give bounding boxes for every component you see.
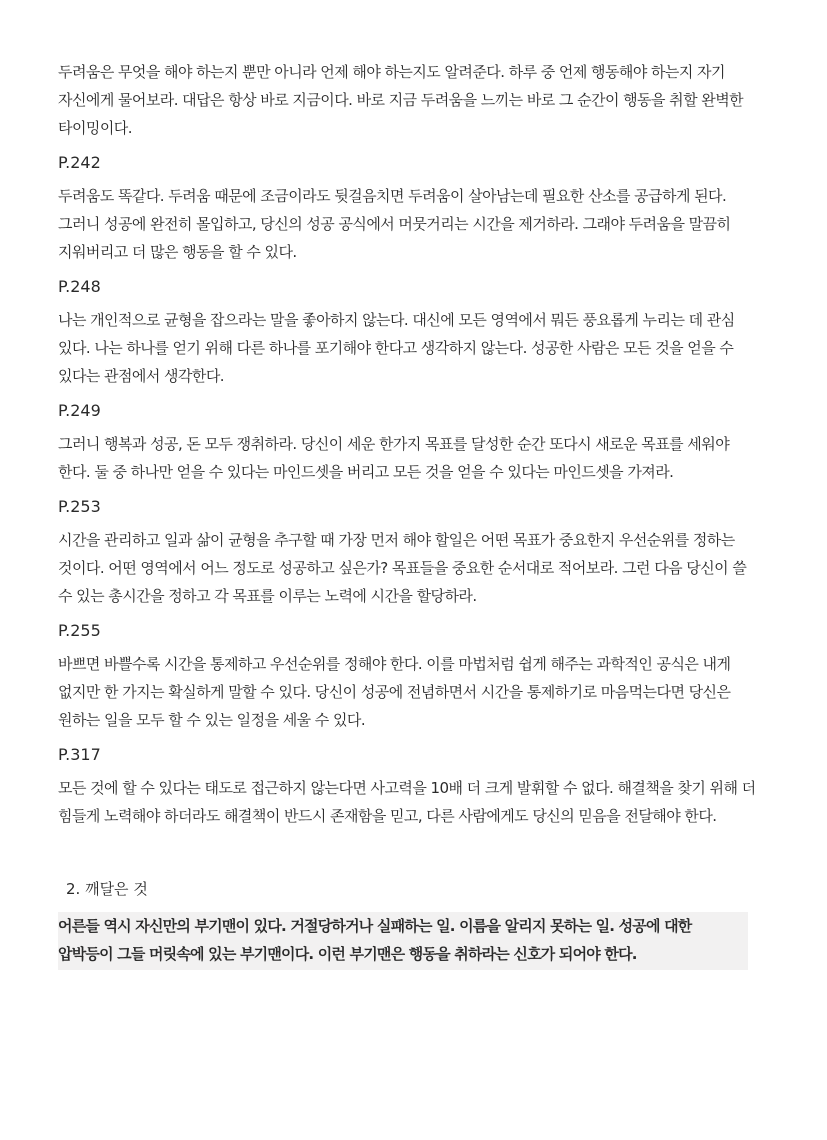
- page-label-248: P.248: [58, 277, 101, 296]
- paragraph-p248: 나는 개인적으로 균형을 잡으라는 말을 좋아하지 않는다. 대신에 모든 영역에서 뭐든 풍요롭게 누리는 데 관심 있다. 나는 하나를 얻기 위해 다른 하나를 포기해야 한다고 생각하지 않는다. 성공한 사람은 모든 것을 얻을 수 있다는 관점에서 생각한다.: [58, 311, 735, 385]
- page-label-242: P.242: [58, 153, 101, 172]
- paragraph-p242: 두려움도 똑같다. 두려움 때문에 조금이라도 뒷걸음치면 두려움이 살아남는데 필요한 산소를 공급하게 된다. 그러니 성공에 완전히 몰입하고, 당신의 성공 공식에서 머뭇거리는 시간을 제거하라. 그래야 두려움을 말끔히 지워버리고 더 많은 행동을 할 수 있다.: [58, 187, 731, 261]
- paragraph-p317: 모든 것에 할 수 있다는 태도로 접근하지 않는다면 사고력을 10배 더 크게 발휘할 수 없다. 해결책을 찾기 위해 더 힘들게 노력해야 하더라도 해결책이 반드시 존재함을 믿고, 다른 사람에게도 당신의 믿음을 전달해야 한다.: [58, 779, 756, 825]
- document-body: [58, 58, 758, 970]
- section-heading: 2. 깨달은 것: [66, 880, 148, 898]
- page-label-249: P.249: [58, 401, 101, 420]
- paragraph-intro: 두려움은 무엇을 해야 하는지 뿐만 아니라 언제 해야 하는지도 알려준다. 하루 중 언제 행동해야 하는지 자기 자신에게 물어보라. 대답은 항상 바로 지금이다. 바로 지금 두려움을 느끼는 바로 그 순간이 행동을 취할 완벽한 타이밍이다.: [58, 63, 744, 137]
- page-label-255: P.255: [58, 621, 101, 640]
- highlighted-insight: 어른들 역시 자신만의 부기맨이 있다. 거절당하거나 실패하는 일. 이름을 알리지 못하는 일. 성공에 대한 압박등이 그들 머릿속에 있는 부기맨이다. 이런 부기맨은 행동을 취하라는 신호가 되어야 한다.: [58, 912, 748, 970]
- paragraph-p249: 그러니 행복과 성공, 돈 모두 쟁취하라. 당신이 세운 한가지 목표를 달성한 순간 또다시 새로운 목표를 세워야 한다. 둘 중 하나만 얻을 수 있다는 마인드셋을 버리고 모든 것을 얻을 수 있다는 마인드셋을 가져라.: [58, 435, 730, 481]
- page-label-317: P.317: [58, 745, 101, 764]
- page-label-253: P.253: [58, 497, 101, 516]
- paragraph-p255: 바쁘면 바쁠수록 시간을 통제하고 우선순위를 정해야 한다. 이를 마법처럼 쉽게 해주는 과학적인 공식은 내게 없지만 한 가지는 확실하게 말할 수 있다. 당신이 성공에 전념하면서 시간을 통제하기로 마음먹는다면 당신은 원하는 일을 모두 할 수 있는 일정을 세울 수 있다.: [58, 655, 731, 729]
- paragraph-p253: 시간을 관리하고 일과 삶이 균형을 추구할 때 가장 먼저 해야 할일은 어떤 목표가 중요한지 우선순위를 정하는 것이다. 어떤 영역에서 어느 정도로 성공하고 싶은가? 목표들을 중요한 순서대로 적어보라. 그런 다음 당신이 쓸 수 있는 총시간을 정하고 각 목표를 이루는 노력에 시간을 할당하라.: [58, 531, 747, 605]
